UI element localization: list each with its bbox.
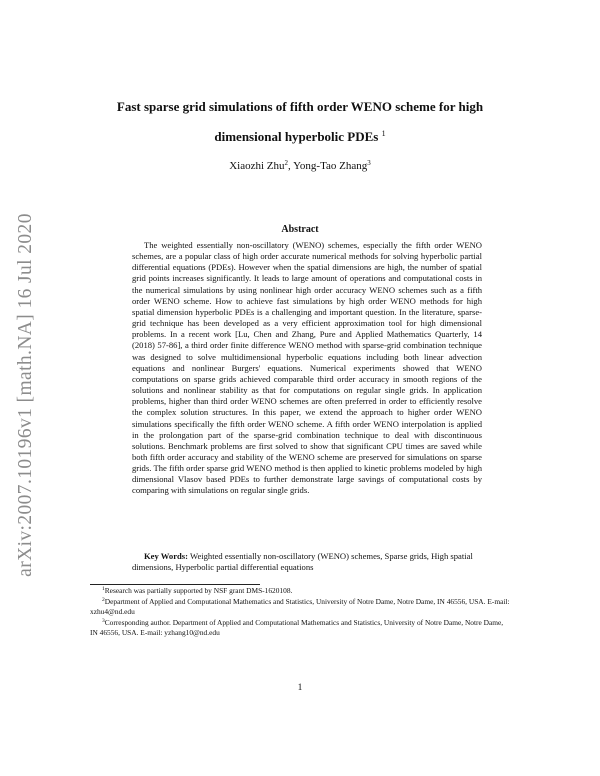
footnote-mark: 1 (102, 586, 105, 592)
footnote-text: Research was partially supported by NSF grant DMS-1620108. (104, 586, 293, 595)
title-footnote-mark[interactable]: 1 (381, 129, 386, 138)
author-list (90, 160, 510, 172)
author-name: Xiaozhi Zhu (229, 160, 285, 172)
arxiv-identifier-stamp (6, 195, 46, 595)
title-line-2: dimensional hyperbolic PDEs (214, 129, 379, 144)
author-footnote-mark[interactable]: 3 (367, 159, 371, 167)
paper-title (90, 92, 510, 152)
keywords-paragraph (132, 551, 482, 573)
footnotes (90, 586, 510, 639)
footnote-mark: 3 (102, 617, 105, 624)
author-footnote-mark[interactable]: 2 (284, 159, 288, 167)
footnote (90, 618, 510, 639)
abstract-heading: Abstract (281, 224, 319, 235)
footnote (90, 586, 510, 597)
footnote-text: Department of Applied and Computational Mathematics and Statistics, University of Notre Dame, Notre Dame, IN 46556, USA. E-mail: xzhu4@nd.edu (90, 596, 510, 617)
footnote-rule (90, 584, 260, 585)
footnote (90, 597, 510, 618)
keywords-label: Key Words: (144, 551, 189, 561)
author-name: Yong-Tao Zhang (293, 160, 368, 172)
arxiv-identifier-text: arXiv:2007.10196v1 [math.NA] 16 Jul 2020 (15, 213, 36, 577)
page-number: 1 (297, 683, 303, 693)
footnote-text: Corresponding author. Department of Applied and Computational Mathematics and Statistics, University of Notre Dame, Notre Dame, IN 46556, USA. E-mail: yzhang10@nd.edu (90, 617, 504, 638)
author-separator: , (288, 160, 294, 172)
title-line-1: Fast sparse grid simulations of fifth order WENO scheme for high (116, 99, 484, 114)
abstract-body: The weighted essentially non-oscillatory (WENO) schemes, especially the fifth order WENO schemes, are a popular class of high order accurate numerical methods for solving hyperbolic partial differential equations (PDEs). However when the spatial dimensions are high, the number of spatial grid points increases significantly. It leads to large amount of operations and computational costs in the numerical simulations by using nonlinear high order accuracy WENO schemes such as a fifth order WENO scheme. How to achieve fast simulations by high order WENO methods for high spatial dimension hyperbolic PDEs is a challenging and important question. In the literature, sparse-grid technique has been developed as a very efficient approximation tool for high dimensional problems. In a recent work [Lu, Chen and Zhang, Pure and Applied Mathematics Quarterly, 14 (2018) 57-86], a third order finite difference WENO method with sparse-grid combination technique was designed to solve multidimensional hyperbolic equations including both linear advection equations and nonlinear Burgers' equations. Numerical experiments showed that WENO computations on sparse grids achieved comparable third order accuracy in smooth regions of the solutions and nonlinear stability as that for computations on regular single grids. In application problems, higher than third order WENO schemes are often preferred in order to efficiently resolve the complex solution structures. In this paper, we extend the approach to higher order WENO simulations specifically the fifth order WENO scheme. A fifth order WENO interpolation is applied in the prolongation part of the sparse-grid combination technique to deal with discontinuous solutions. Benchmark problems are first solved to show that significant CPU times are saved while both fifth order accuracy and stability of the WENO scheme are preserved for simulations on sparse grids. The fifth order sparse grid WENO method is then applied to kinetic problems modeled by high dimensional Vlasov based PDEs to further demonstrate large savings of computational costs by comparing with simulations on regular single grids. (132, 240, 482, 496)
footnote-mark: 2 (102, 596, 105, 603)
keywords-text: Weighted essentially non-oscillatory (WENO) schemes, Sparse grids, High spatial dimensions, Hyperbolic partial differential equations (132, 551, 473, 573)
